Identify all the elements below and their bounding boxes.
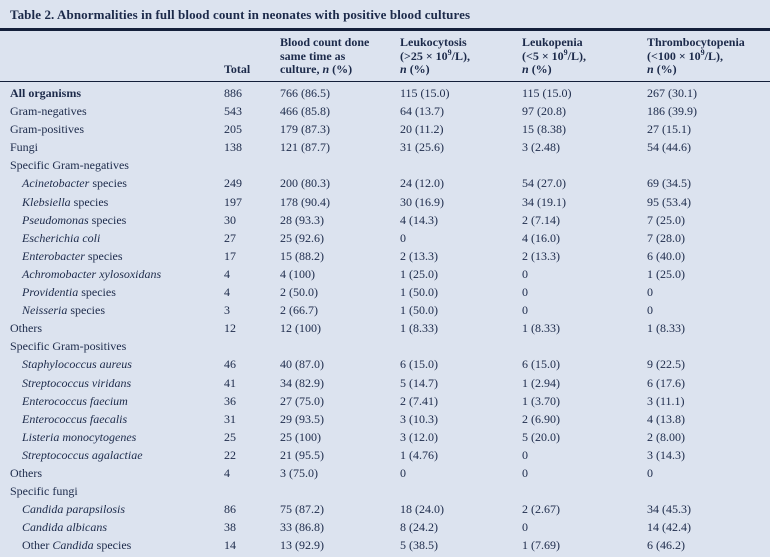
cell-blood-count-same-time: 4 (100)	[280, 266, 315, 281]
cell-total: 12	[224, 321, 236, 336]
cell-blood-count-same-time: 25 (100)	[280, 429, 321, 444]
organism-label: Enterococcus faecium	[22, 393, 128, 408]
cell-leukocytosis: 3 (12.0)	[400, 429, 438, 444]
table-row	[0, 265, 770, 283]
cell-leukopenia: 1 (7.69)	[522, 538, 560, 553]
section-header-row	[0, 337, 770, 355]
cell-leukopenia: 54 (27.0)	[522, 176, 566, 191]
table-row	[0, 536, 770, 554]
cell-leukopenia: 4 (16.0)	[522, 230, 560, 245]
cell-thrombocytopenia: 3 (14.3)	[647, 447, 685, 462]
cell-blood-count-same-time: 40 (87.0)	[280, 357, 324, 372]
cell-leukocytosis: 5 (38.5)	[400, 538, 438, 553]
cell-leukopenia: 6 (15.0)	[522, 357, 560, 372]
organism-label: Candida albicans	[22, 520, 108, 535]
cell-thrombocytopenia: 186 (39.9)	[647, 104, 697, 119]
cell-blood-count-same-time: 15 (88.2)	[280, 248, 324, 263]
column-header-blood-count-same-time	[280, 36, 400, 77]
cell-thrombocytopenia: 6 (46.2)	[647, 538, 685, 553]
cell-thrombocytopenia: 69 (34.5)	[647, 176, 691, 191]
cell-blood-count-same-time: 466 (85.8)	[280, 104, 330, 119]
cell-thrombocytopenia: 7 (28.0)	[647, 230, 685, 245]
cell-leukocytosis: 31 (25.6)	[400, 140, 444, 155]
cell-leukopenia: 0	[522, 266, 528, 281]
table-row	[0, 464, 770, 482]
cell-blood-count-same-time: 200 (80.3)	[280, 176, 330, 191]
cell-total: 249	[224, 176, 242, 191]
column-header-line: $(>25 \times 10^9/L)$,	[400, 47, 471, 63]
cell-leukocytosis: 115 (15.0)	[400, 86, 450, 100]
cell-leukocytosis: 6 (15.0)	[400, 357, 438, 372]
cell-leukopenia: 97 (20.8)	[522, 104, 566, 119]
organism-label: Enterococcus faecalis	[22, 411, 128, 426]
cell-thrombocytopenia: 0	[647, 303, 653, 318]
table-row	[0, 500, 770, 518]
organism-label: Streptococcus agalactiae	[22, 447, 143, 462]
cell-leukopenia: 0	[522, 465, 528, 480]
table-row	[0, 355, 770, 373]
cell-total: 38	[224, 520, 236, 535]
table-row	[0, 229, 770, 247]
table-row	[0, 174, 770, 192]
column-header-line: n (%)	[647, 62, 677, 76]
section-header-row	[0, 482, 770, 500]
table-row	[0, 319, 770, 337]
cell-total: 86	[224, 502, 236, 517]
table-row	[0, 193, 770, 211]
cell-leukocytosis: 64 (13.7)	[400, 104, 444, 119]
table-row	[0, 247, 770, 265]
organism-label: Specific Gram-negatives	[10, 158, 129, 173]
table-row	[0, 301, 770, 319]
table-row	[0, 102, 770, 120]
column-header-line: Leukopenia	[522, 35, 583, 49]
column-header-line: n (%)	[522, 62, 552, 76]
cell-thrombocytopenia: 1 (25.0)	[647, 266, 685, 281]
cell-leukocytosis: 0	[400, 465, 406, 480]
organism-label: Fungi	[10, 140, 39, 155]
cell-leukocytosis: 1 (8.33)	[400, 321, 438, 336]
cell-leukopenia: 0	[522, 520, 528, 535]
organism-label: All organisms	[10, 86, 82, 100]
cell-leukopenia: 2 (13.3)	[522, 248, 560, 263]
cell-leukocytosis: 18 (24.0)	[400, 502, 444, 517]
cell-thrombocytopenia: 95 (53.4)	[647, 194, 691, 209]
cell-thrombocytopenia: 2 (8.00)	[647, 429, 685, 444]
cell-blood-count-same-time: 178 (90.4)	[280, 194, 330, 209]
cell-leukocytosis: 5 (14.7)	[400, 375, 438, 390]
cell-total: 4	[224, 285, 230, 300]
organism-label: Enterobacter species	[22, 248, 123, 263]
cell-total: 4	[224, 266, 230, 281]
table-row	[0, 211, 770, 229]
cell-total: 25	[224, 429, 236, 444]
cell-leukopenia: 2 (6.90)	[522, 411, 560, 426]
cell-leukocytosis: 3 (10.3)	[400, 411, 438, 426]
cell-leukopenia: 1 (2.94)	[522, 375, 560, 390]
column-header-line: culture, n (%)	[280, 62, 353, 76]
cell-total: 30	[224, 212, 236, 227]
cell-leukopenia: 1 (3.70)	[522, 393, 560, 408]
cell-leukopenia: 34 (19.1)	[522, 194, 566, 209]
column-header-line: Thrombocytopenia	[647, 35, 745, 49]
cell-leukopenia: 115 (15.0)	[522, 86, 572, 100]
table-body	[0, 82, 770, 554]
cell-leukocytosis: 2 (7.41)	[400, 393, 438, 408]
column-header-leukocytosis	[400, 36, 522, 77]
cell-blood-count-same-time: 34 (82.9)	[280, 375, 324, 390]
table-row	[0, 518, 770, 536]
column-header-thrombocytopenia	[647, 36, 760, 77]
cell-blood-count-same-time: 21 (95.5)	[280, 447, 324, 462]
cell-total: 205	[224, 122, 242, 137]
column-header-line: Leukocytosis	[400, 35, 467, 49]
table-row	[0, 374, 770, 392]
cell-thrombocytopenia: 1 (8.33)	[647, 321, 685, 336]
organism-label: Pseudomonas species	[22, 212, 127, 227]
cell-blood-count-same-time: 12 (100)	[280, 321, 321, 336]
organism-label: Achromobacter xylosoxidans	[22, 266, 162, 281]
table-header-row	[0, 31, 770, 81]
organism-label: Klebsiella species	[22, 194, 109, 209]
cell-leukopenia: 3 (2.48)	[522, 140, 560, 155]
cell-leukopenia: 1 (8.33)	[522, 321, 560, 336]
cell-blood-count-same-time: 33 (86.8)	[280, 520, 324, 535]
cell-leukopenia: 0	[522, 303, 528, 318]
cell-leukopenia: 2 (2.67)	[522, 502, 560, 517]
organism-label: Providentia species	[22, 285, 116, 300]
table-row	[0, 446, 770, 464]
cell-blood-count-same-time: 27 (75.0)	[280, 393, 324, 408]
cell-blood-count-same-time: 28 (93.3)	[280, 212, 324, 227]
cell-blood-count-same-time: 29 (93.5)	[280, 411, 324, 426]
cell-leukocytosis: 8 (24.2)	[400, 520, 438, 535]
cell-blood-count-same-time: 25 (92.6)	[280, 230, 324, 245]
column-header-line: Total	[224, 62, 251, 76]
column-header-line: same time as	[280, 48, 346, 63]
table-row	[0, 120, 770, 138]
cell-leukocytosis: 20 (11.2)	[400, 122, 444, 137]
section-header-row	[0, 156, 770, 174]
cell-thrombocytopenia: 7 (25.0)	[647, 212, 685, 227]
table-row	[0, 392, 770, 410]
organism-label: Gram-positives	[10, 122, 84, 137]
cell-leukocytosis: 0	[400, 230, 406, 245]
cell-leukopenia: 5 (20.0)	[522, 429, 560, 444]
column-header-line: n (%)	[400, 62, 430, 76]
cell-thrombocytopenia: 6 (17.6)	[647, 375, 685, 390]
cell-total: 27	[224, 230, 236, 245]
cell-blood-count-same-time: 179 (87.3)	[280, 122, 330, 137]
cell-total: 36	[224, 393, 236, 408]
table-row	[0, 84, 770, 102]
cell-thrombocytopenia: 54 (44.6)	[647, 140, 691, 155]
organism-label: Specific fungi	[10, 484, 78, 499]
organism-label: Gram-negatives	[10, 104, 87, 119]
cell-leukocytosis: 1 (50.0)	[400, 303, 438, 318]
cell-thrombocytopenia: 6 (40.0)	[647, 248, 685, 263]
table-title: Table 2. Abnormalities in full blood count in neonates with positive blood cultures	[10, 7, 471, 22]
cell-leukopenia: 2 (7.14)	[522, 212, 560, 227]
organism-label: Specific Gram-positives	[10, 339, 127, 354]
cell-total: 41	[224, 375, 236, 390]
cell-thrombocytopenia: 3 (11.1)	[647, 393, 685, 408]
cell-total: 886	[224, 86, 242, 100]
cell-blood-count-same-time: 75 (87.2)	[280, 502, 324, 517]
cell-leukocytosis: 1 (25.0)	[400, 266, 438, 281]
cell-total: 543	[224, 104, 242, 119]
column-header-line: Blood count done	[280, 35, 370, 49]
cell-leukopenia: 15 (8.38)	[522, 122, 566, 137]
cell-total: 197	[224, 194, 242, 209]
cell-thrombocytopenia: 14 (42.4)	[647, 520, 691, 535]
table-row	[0, 283, 770, 301]
cell-total: 138	[224, 140, 242, 155]
organism-label: Acinetobacter species	[22, 176, 127, 191]
organism-label: Candida parapsilosis	[22, 502, 126, 517]
cell-leukocytosis: 1 (50.0)	[400, 285, 438, 300]
cell-thrombocytopenia: 267 (30.1)	[647, 86, 697, 100]
column-header-leukopenia	[522, 36, 647, 77]
cell-leukocytosis: 30 (16.9)	[400, 194, 444, 209]
cell-leukocytosis: 1 (4.76)	[400, 447, 438, 462]
table-row	[0, 428, 770, 446]
cell-thrombocytopenia: 9 (22.5)	[647, 357, 685, 372]
column-header-line: $(<5 \times 10^9/L)$,	[522, 47, 587, 63]
cell-thrombocytopenia: 0	[647, 465, 653, 480]
cell-thrombocytopenia: 27 (15.1)	[647, 122, 691, 137]
cell-thrombocytopenia: 0	[647, 285, 653, 300]
organism-label: Escherichia coli	[22, 230, 101, 245]
table-row	[0, 138, 770, 156]
cell-blood-count-same-time: 2 (66.7)	[280, 303, 318, 318]
cell-blood-count-same-time: 2 (50.0)	[280, 285, 318, 300]
organism-label: Other Candida species	[22, 538, 132, 553]
cell-leukopenia: 0	[522, 447, 528, 462]
cell-leukocytosis: 2 (13.3)	[400, 248, 438, 263]
cell-total: 31	[224, 411, 236, 426]
organism-label: Streptococcus viridans	[22, 375, 132, 390]
cell-leukocytosis: 4 (14.3)	[400, 212, 438, 227]
column-header-total	[224, 63, 280, 77]
organism-label: Neisseria species	[22, 303, 105, 318]
cell-total: 17	[224, 248, 236, 263]
organism-label: Others	[10, 465, 42, 480]
cell-thrombocytopenia: 4 (13.8)	[647, 411, 685, 426]
cell-blood-count-same-time: 766 (86.5)	[280, 86, 330, 100]
table-row	[0, 410, 770, 428]
column-header-line: $(<100 \times 10^9/L)$,	[647, 47, 724, 63]
cell-blood-count-same-time: 3 (75.0)	[280, 465, 318, 480]
cell-thrombocytopenia: 34 (45.3)	[647, 502, 691, 517]
organism-label: Listeria monocytogenes	[22, 429, 137, 444]
cell-blood-count-same-time: 121 (87.7)	[280, 140, 330, 155]
cell-total: 4	[224, 465, 230, 480]
cell-leukocytosis: 24 (12.0)	[400, 176, 444, 191]
cell-total: 3	[224, 303, 230, 318]
cell-total: 46	[224, 357, 236, 372]
cell-leukopenia: 0	[522, 285, 528, 300]
organism-label: Others	[10, 321, 42, 336]
cell-blood-count-same-time: 13 (92.9)	[280, 538, 324, 553]
cell-total: 14	[224, 538, 236, 553]
organism-label: Staphylococcus aureus	[22, 357, 132, 372]
cell-total: 22	[224, 447, 236, 462]
